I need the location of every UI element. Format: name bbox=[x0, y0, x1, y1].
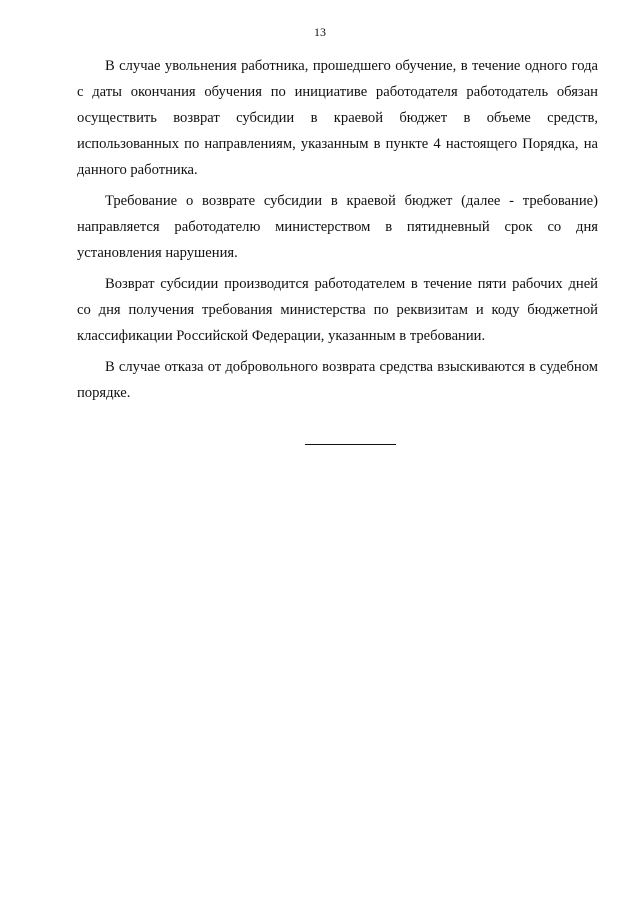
paragraph-refund-demand: Требование о возврате субсидии в краевой бюджет (далее - требование) направляется работодателю министерством в пятидневный срок со дня установления нарушения. bbox=[77, 193, 598, 261]
paragraph-refund-procedure: Возврат субсидии производится работодателем в течение пяти рабочих дней со дня получения требования министерства по реквизитам и коду бюджетной классификации Российской Федерации, указанным в требовании. bbox=[77, 276, 598, 344]
paragraph-dismissal-refund: В случае увольнения работника, прошедшего обучение, в течение одного года с даты окончания обучения по инициативе работодателя работодатель обязан осуществить возврат субсидии в краевой бюджет в объеме средств, использованных по направлениям, указанным в пункте 4 настоящего Порядка, на данного работника. bbox=[77, 58, 598, 178]
page-number: 13 bbox=[314, 25, 326, 39]
document-body bbox=[77, 53, 598, 411]
paragraph-court-recovery: В случае отказа от добровольного возврата средства взыскиваются в судебном порядке. bbox=[77, 359, 598, 401]
end-of-document-rule bbox=[305, 444, 396, 445]
